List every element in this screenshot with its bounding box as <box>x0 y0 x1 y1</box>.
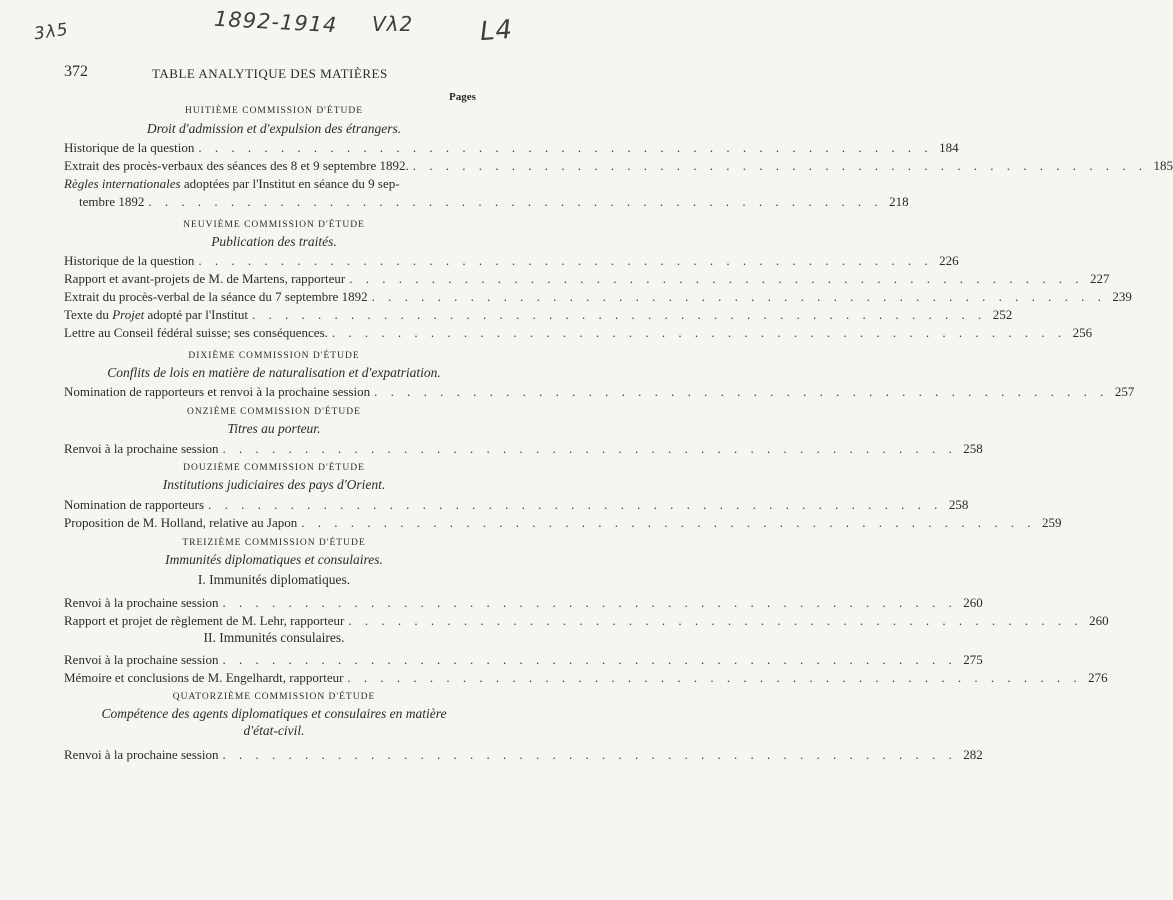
toc-entry-text: adopté par l'Institut <box>144 307 248 322</box>
section-title-10: DIXIÈME COMMISSION D'ÉTUDE <box>188 351 360 361</box>
leader-dots: . . . . . . . . . . . . . . . . . . . . . . . . . . . . . . . . . . . . . . . . . . . . . <box>222 652 957 667</box>
toc-entry-page: 239 <box>1112 289 1132 304</box>
toc-entry <box>64 140 959 156</box>
section-title-14: QUATORZIÈME COMMISSION D'ÉTUDE <box>172 692 376 702</box>
leader-dots: . . . . . . . . . . . . . . . . . . . . . . . . . . . . . . . . . . . . . . . . . . . . . <box>347 670 1082 685</box>
pages-column-label: Pages <box>449 91 476 103</box>
toc-entry-page: 258 <box>948 497 969 512</box>
toc-entry <box>64 271 1110 287</box>
leader-dots: . . . . . . . . . . . . . . . . . . . . . . . . . . . . . . . . . . . . . . . . . . . . . <box>412 158 1147 173</box>
toc-entry-label: Renvoi à la prochaine session <box>64 747 219 762</box>
leader-dots: . . . . . . . . . . . . . . . . . . . . . . . . . . . . . . . . . . . . . . . . . . . . . <box>148 194 883 209</box>
section-subtitle-10: Conflits de lois en matière de naturalisation et d'expatriation. <box>107 365 441 380</box>
toc-entry-page: 256 <box>1072 325 1093 340</box>
leader-dots: . . . . . . . . . . . . . . . . . . . . . . . . . . . . . . . . . . . . . . . . . . . . . <box>208 497 943 512</box>
toc-entry <box>64 613 1109 629</box>
toc-entry-label: Rapport et avant-projets de M. de Martens, rapporteur <box>64 271 346 286</box>
leader-dots: . . . . . . . . . . . . . . . . . . . . . . . . . . . . . . . . . . . . . . . . . . . . . <box>222 595 957 610</box>
leader-dots: . . . . . . . . . . . . . . . . . . . . . . . . . . . . . . . . . . . . . . . . . . . . . <box>349 271 1084 286</box>
running-title: TABLE ANALYTIQUE DES MATIÈRES <box>152 66 388 81</box>
section-title-8: HUITIÈME COMMISSION D'ÉTUDE <box>184 106 364 116</box>
section-title-13: TREIZIÈME COMMISSION D'ÉTUDE <box>182 538 366 548</box>
toc-entry-label: Historique de la question <box>64 140 195 155</box>
section-subtitle-12: Institutions judiciaires des pays d'Orient. <box>162 477 386 492</box>
page-number: 372 <box>64 63 88 80</box>
toc-entry-page: 227 <box>1089 271 1110 286</box>
section-subtitle-8: Droit d'admission et d'expulsion des étrangers. <box>146 121 402 136</box>
leader-dots: . . . . . . . . . . . . . . . . . . . . . . . . . . . . . . . . . . . . . . . . . . . . . <box>198 253 933 268</box>
subsection-title: I. Immunités diplomatiques. <box>197 572 351 587</box>
section-subtitle-14: Compétence des agents diplomatiques et consulaires en matière <box>101 706 447 721</box>
leader-dots: . . . . . . . . . . . . . . . . . . . . . . . . . . . . . . . . . . . . . . . . . . . . . <box>348 613 1083 628</box>
toc-entry-label: Extrait du procès-verbal de la séance du 7 septembre 1892 <box>64 289 368 304</box>
toc-entry-page: 257 <box>1114 384 1135 399</box>
toc-entry <box>64 158 1173 174</box>
toc-entry <box>64 307 1013 323</box>
toc-entry-label: Nomination de rapporteurs et renvoi à la prochaine session <box>64 384 371 399</box>
toc-entry-italic: Projet <box>112 307 145 322</box>
toc-entry-page: 276 <box>1088 670 1108 685</box>
toc-entry-label: Proposition de M. Holland, relative au Japon <box>64 515 298 530</box>
section-subtitle-11: Titres au porteur. <box>227 421 321 436</box>
toc-entry-page: 260 <box>1089 613 1109 628</box>
toc-entry-label: Lettre au Conseil fédéral suisse; ses conséquences. <box>64 325 328 340</box>
handwritten-note-3: Vλ2 <box>372 12 414 36</box>
toc-entry-page: 218 <box>889 194 909 209</box>
leader-dots: . . . . . . . . . . . . . . . . . . . . . . . . . . . . . . . . . . . . . . . . . . . . . <box>198 140 933 155</box>
toc-entry <box>64 325 1093 341</box>
leader-dots: . . . . . . . . . . . . . . . . . . . . . . . . . . . . . . . . . . . . . . . . . . . . . <box>374 384 1109 399</box>
toc-entry-label: Renvoi à la prochaine session <box>64 441 219 456</box>
leader-dots: . . . . . . . . . . . . . . . . . . . . . . . . . . . . . . . . . . . . . . . . . . . . . <box>301 515 1036 530</box>
toc-entry-label: Renvoi à la prochaine session <box>64 652 219 667</box>
toc-entry-first-line <box>64 176 486 192</box>
section-subtitle-9: Publication des traités. <box>211 234 337 249</box>
toc-entry-page: 184 <box>939 140 959 155</box>
toc-entry <box>64 384 1135 400</box>
leader-dots: . . . . . . . . . . . . . . . . . . . . . . . . . . . . . . . . . . . . . . . . . . . . . <box>371 289 1106 304</box>
toc-entry-page: 260 <box>963 595 983 610</box>
leader-dots: . . . . . . . . . . . . . . . . . . . . . . . . . . . . . . . . . . . . . . . . . . . . . <box>252 307 987 322</box>
toc-entry-italic: Règles internationales <box>64 176 181 191</box>
toc-entry-text: adoptées par l'Institut en séance du 9 sep- <box>180 176 400 191</box>
toc-entry <box>64 515 1062 531</box>
toc-entry <box>64 289 1132 305</box>
subsection-title: II. Immunités consulaires. <box>203 630 345 645</box>
toc-entry-page: 282 <box>963 747 983 762</box>
toc-entry-label: tembre 1892 <box>79 194 145 209</box>
handwritten-note-2: 1892-1914 <box>213 6 339 38</box>
toc-entry-page: 252 <box>992 307 1013 322</box>
toc-entry <box>64 253 959 269</box>
toc-entry-page: 275 <box>963 652 983 667</box>
toc-entry <box>64 595 983 611</box>
section-subtitle-14-cont: d'état-civil. <box>243 723 305 738</box>
toc-entry-page: 259 <box>1042 515 1062 530</box>
toc-entry <box>64 441 983 457</box>
toc-entry-label: Historique de la question <box>64 253 195 268</box>
toc-entry-label: Nomination de rapporteurs <box>64 497 205 512</box>
section-subtitle-13: Immunités diplomatiques et consulaires. <box>165 552 383 567</box>
toc-entry-page: 185 <box>1153 158 1173 173</box>
toc-entry-label: Mémoire et conclusions de M. Engelhardt, rapporteur <box>64 670 344 685</box>
handwritten-note-1: 3λ5 <box>32 19 70 45</box>
toc-entry-text: Texte du <box>64 307 113 322</box>
leader-dots: . . . . . . . . . . . . . . . . . . . . . . . . . . . . . . . . . . . . . . . . . . . . . <box>222 747 957 762</box>
toc-entry <box>64 652 983 668</box>
toc-entry-label: Extrait des procès-verbaux des séances des 8 et 9 septembre 1892. <box>64 158 409 173</box>
toc-entry <box>64 497 969 513</box>
handwritten-note-4: L4 <box>478 14 515 48</box>
toc-entry-label: Rapport et projet de règlement de M. Lehr, rapporteur <box>64 613 345 628</box>
section-title-12: DOUZIÈME COMMISSION D'ÉTUDE <box>183 463 365 473</box>
leader-dots: . . . . . . . . . . . . . . . . . . . . . . . . . . . . . . . . . . . . . . . . . . . . . <box>331 325 1067 340</box>
section-title-11: ONZIÈME COMMISSION D'ÉTUDE <box>187 407 361 417</box>
toc-entry <box>64 670 1108 686</box>
toc-entry <box>64 747 983 763</box>
leader-dots: . . . . . . . . . . . . . . . . . . . . . . . . . . . . . . . . . . . . . . . . . . . . . <box>222 441 957 456</box>
toc-entry-label <box>64 307 248 323</box>
toc-entry-page: 258 <box>963 441 983 456</box>
toc-entry-label: Renvoi à la prochaine session <box>64 595 219 610</box>
toc-entry-page: 226 <box>939 253 959 268</box>
section-title-9: NEUVIÈME COMMISSION D'ÉTUDE <box>183 220 365 230</box>
toc-entry-continuation <box>79 194 909 210</box>
